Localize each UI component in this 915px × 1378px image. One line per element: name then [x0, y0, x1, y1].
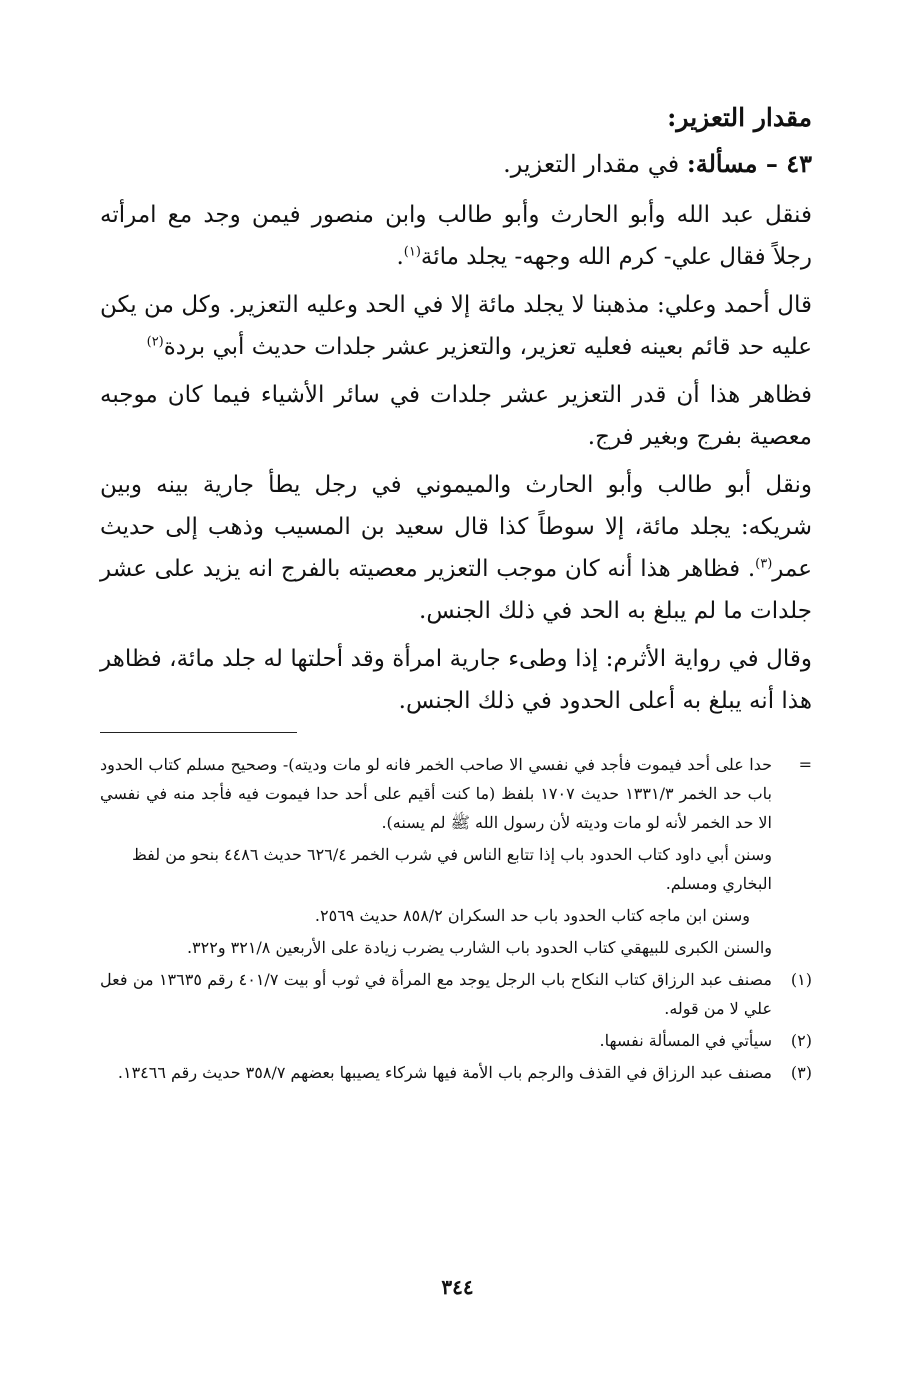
- footnote-item: [100, 1026, 812, 1055]
- page-body: [100, 100, 812, 1090]
- footnote-separator: [100, 728, 812, 750]
- footnote-text: سيأتي في المسألة نفسها.: [599, 1031, 772, 1050]
- issue-title: في مقدار التعزير.: [503, 150, 680, 178]
- issue-number: ٤٣ – مسألة:: [686, 149, 812, 178]
- paragraph: فنقل عبد الله وأبو الحارث وأبو طالب وابن منصور فيمن وجد مع امرأته رجلاً فقال علي- كرم الله وجهه- يجلد مائة$^{(١)}$.: [100, 202, 812, 270]
- footnote-text: وسنن أبي داود كتاب الحدود باب إذا تتابع الناس في شرب الخمر ٦٢٦/٤ حديث ٤٤٨٦ بنحو من لفظ البخاري ومسلم.: [131, 845, 772, 893]
- footnote-continuation: [100, 750, 812, 837]
- paragraph: وقال في رواية الأثرم: إذا وطىء جارية امرأة وقد أحلتها له جلد مائة، فظاهر هذا أنه يبلغ به أعلى الحدود في ذلك الجنس.: [100, 646, 812, 714]
- page-number: ٣٤٤: [441, 1275, 474, 1299]
- issue-heading: [100, 146, 812, 182]
- footnote-item: [100, 1058, 812, 1087]
- paragraph: فظاهر هذا أن قدر التعزير عشر جلدات في سائر الأشياء فيما كان موجبه معصية بفرج وبغير فرج.: [100, 382, 812, 450]
- footnote-mark: (٣): [790, 1063, 812, 1082]
- footnote-text: والسنن الكبرى للبيهقي كتاب الحدود باب الشارب يضرب زيادة على الأربعين ٣٢١/٨ و٣٢٢.: [186, 938, 772, 957]
- footnote-text: وسنن ابن ماجه كتاب الحدود باب حد السكران ٨٥٨/٢ حديث ٢٥٦٩.: [314, 906, 750, 925]
- footnote-ref[interactable]: (١): [403, 244, 421, 260]
- paragraph: ونقل أبو طالب وأبو الحارث والميموني في رجل يطأ جارية بينه وبين شريكه: يجلد مائة، إلا سوطاً كذا قال سعيد بن المسيب وذهب إلى حديث عمر$^{(٣)}$. فظاهر هذا أنه كان موجب التعزير معصيته بالفرج انه يزيد على عشر جلدات ما لم يبلغ به الحد في ذلك الجنس.: [100, 472, 812, 624]
- footnote-ref[interactable]: (٢): [146, 334, 164, 350]
- continuation-mark: =: [798, 755, 812, 774]
- footnote-ref[interactable]: (٣): [755, 556, 773, 572]
- separator-line: [100, 732, 297, 733]
- footnotes: [100, 750, 812, 1087]
- section-heading: مقدار التعزير:: [667, 103, 812, 132]
- footnote-text: حدا على أحد فيموت فأجد في نفسي الا صاحب الخمر فانه لو مات وديته)- وصحيح مسلم كتاب الحدود باب حد الخمر ١٣٣١/٣ حديث ١٧٠٧ بلفظ (ما كنت أقيم على أحد حدا فيموت فيه فأجد منه في نفسي الا حد الخمر لأنه لو مات وديته لأن رسول الله ﷺ لم يسنه).: [100, 755, 772, 832]
- footnote-text: مصنف عبد الرزاق كتاب النكاح باب الرجل يوجد مع المرأة في ثوب أو بيت ٤٠١/٧ رقم ١٣٦٣٥ من فعل علي لا من قوله.: [100, 970, 773, 1018]
- paragraph: قال أحمد وعلي: مذهبنا لا يجلد مائة إلا في الحد وعليه التعزير. وكل من يكن عليه حد قائم بعينه فعليه تعزير، والتعزير عشر جلدات حديث أبي بردة$^{(٢)}$: [100, 292, 812, 360]
- footnote-text: مصنف عبد الرزاق في القذف والرجم باب الأمة فيها شركاء يصيبها بعضهم ٣٥٨/٧ حديث رقم ١٣٤٦٦.: [117, 1063, 772, 1082]
- footnote-item: [100, 965, 812, 1023]
- footnote-mark: (٢): [790, 1031, 812, 1050]
- footnote-mark: (١): [790, 970, 812, 989]
